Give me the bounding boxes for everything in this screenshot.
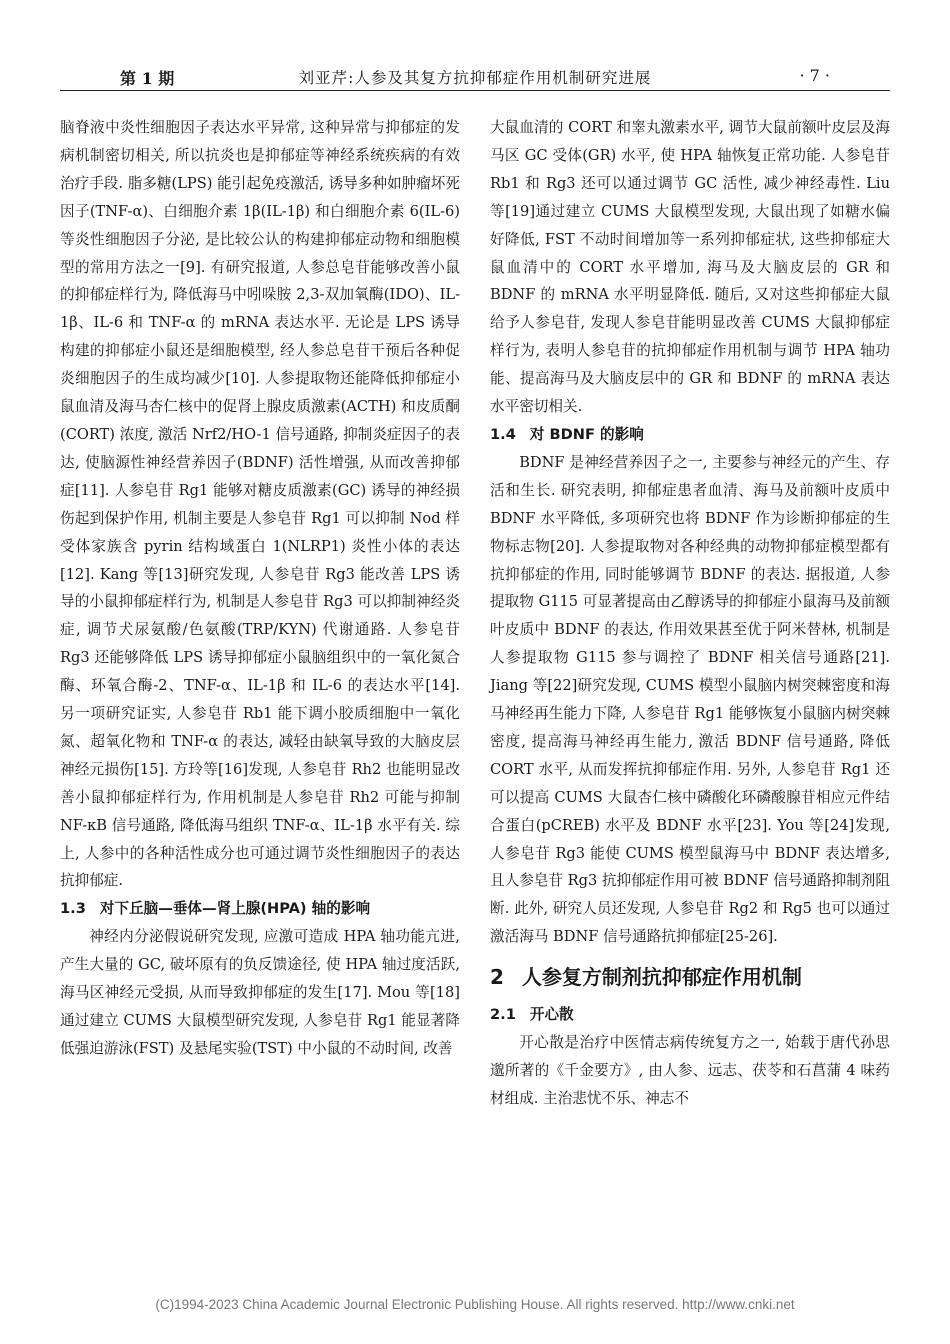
section-title: 开心散 [529,1006,574,1024]
paragraph: 大鼠血清的 CORT 和睾丸激素水平, 调节大鼠前额叶皮层及海马区 GC 受体(GR) 水平, 使 HPA 轴恢复正常功能. 人参皂苷 Rb1 和 Rg3 还可以通过调节 GC 活性, 减少神经毒性. Liu 等[19]通过建立 CUMS 大鼠模型发现, 大鼠出现了如糖水偏好降低, FST 不动时间增加等一系列抑郁症状, 这些抑郁症大鼠血清中的 CORT 水平增加, 海马及大脑皮层的 GR 和 BDNF 的 mRNA 水平明显降低. 随后, 又对这些抑郁症大鼠给予人参皂苷, 发现人参皂苷能明显改善 CUMS 大鼠抑郁症样行为, 表明人参皂苷的抗抑郁症作用机制与调节 HPA 轴功能、提高海马及大脑皮层中的 GR 和 BDNF 的 mRNA 表达水平密切相关. [490,119,890,416]
section-heading-2 [490,961,890,993]
section-heading-1-3 [60,895,460,923]
section-title: 对下丘脑—垂体—肾上腺(HPA) 轴的影响 [99,900,371,918]
paragraph: 神经内分泌假说研究发现, 应激可造成 HPA 轴功能亢进, 产生大量的 GC, 破坏原有的负反馈途径, 使 HPA 轴过度活跃, 海马区神经元受损, 从而导致抑郁症的发生[17]. Mou 等[18]通过建立 CUMS 大鼠模型研究发现, 人参皂苷 Rg1 能显著降低强迫游泳(FST) 及悬尾实验(TST) 中小鼠的不动时间, 改善 [60,928,460,1057]
section-heading-1-4 [490,421,890,449]
section-number: 1.4 [490,425,516,443]
section-title: 对 BDNF 的影响 [529,425,644,443]
issue-number: 第 1 期 [120,69,175,88]
paragraph: 开心散是治疗中医情志病传统复方之一, 始载于唐代孙思邈所著的《千金要方》, 由人参、远志、茯苓和石菖蒲 4 味药材组成. 主治悲忧不乐、神志不 [490,1034,890,1107]
section-number: 2 [490,965,504,990]
paragraph: 脑脊液中炎性细胞因子表达水平异常, 这种异常与抑郁症的发病机制密切相关, 所以抗炎也是抑郁症等神经系统疾病的有效治疗手段. 脂多糖(LPS) 能引起免疫激活, 诱导多种如肿瘤坏死因子(TNF-α)、白细胞介素 1β(IL-1β) 和白细胞介素 6(IL-6) 等炎性细胞因子分泌, 是比较公认的构建抑郁症动物和细胞模型的常用方法之一[9]. 有研究报道, 人参总皂苷能够改善小鼠的抑郁症样行为, 降低海马中吲哚胺 2,3-双加氧酶(IDO)、IL-1β、IL-6 和 TNF-α 的 mRNA 表达水平. 无论是 LPS 诱导构建的抑郁症小鼠还是细胞模型, 经人参总皂苷干预后各种促炎细胞因子的生成均减少[10]. 人参提取物还能降低抑郁症小鼠血清及海马杏仁核中的促肾上腺皮质激素(ACTH) 和皮质酮(CORT) 浓度, 激活 Nrf2/HO-1 信号通路, 抑制炎症因子的表达, 使脑源性神经营养因子(BDNF) 活性增强, 从而改善抑郁症[11]. 人参皂苷 Rg1 能够对糖皮质激素(GC) 诱导的神经损伤起到保护作用, 机制主要是人参皂苷 Rg1 可以抑制 Nod 样受体家族含 pyrin 结构域蛋白 1(NLRP1) 炎性小体的表达[12]. Kang 等[13]研究发现, 人参皂苷 Rg3 能改善 LPS 诱导的小鼠抑郁症样行为, 机制是人参皂苷 Rg3 可以抑制神经炎症, 调节犬尿氨酸/色氨酸(TRP/KYN) 代谢通路. 人参皂苷 Rg3 还能够降低 LPS 诱导抑郁症小鼠脑组织中的一氧化氮合酶、环氧合酶-2、TNF-α、IL-1β 和 IL-6 的表达水平[14]. 另一项研究证实, 人参皂苷 Rb1 能下调小胶质细胞中一氧化氮、超氧化物和 TNF-α 的表达, 减轻由缺氧导致的大脑皮层神经元损伤[15]. 方玲等[16]发现, 人参皂苷 Rh2 也能明显改善小鼠抑郁症样行为, 作用机制是人参皂苷 Rh2 可能与抑制 NF-κB 信号通路, 降低海马组织 TNF-α、IL-1β 水平有关. 综上, 人参中的各种活性成分也可通过调节炎性细胞因子的表达抗抑郁症. [60,119,460,890]
section-heading-2-1 [490,1001,890,1029]
paragraph: BDNF 是神经营养因子之一, 主要参与神经元的产生、存活和生长. 研究表明, 抑郁症患者血清、海马及前额叶皮质中 BDNF 水平降低, 多项研究也将 BDNF 作为诊断抑郁症的生物标志物[20]. 人参提取物对各种经典的动物抑郁症模型都有抗抑郁症的作用, 同时能够调节 BDNF 的表达. 据报道, 人参提取物 G115 可显著提高由乙醇诱导的抑郁症小鼠海马及前额叶皮质中 BDNF 的表达, 作用效果甚至优于阿米替林, 机制是人参提取物 G115 参与调控了 BDNF 相关信号通路[21]. Jiang 等[22]研究发现, CUMS 模型小鼠脑内树突棘密度和海马神经再生能力下降, 人参皂苷 Rg1 能够恢复小鼠脑内树突棘密度, 提高海马神经再生能力, 激活 BDNF 信号通路, 降低 CORT 水平, 从而发挥抗抑郁症作用. 另外, 人参皂苷 Rg1 还可以提高 CUMS 大鼠杏仁核中磷酸化环磷酸腺苷相应元件结合蛋白(pCREB) 水平及 BDNF 水平[23]. You 等[24]发现, 人参皂苷 Rg3 能使 CUMS 模型鼠海马中 BDNF 表达增多, 且人参皂苷 Rg3 抗抑郁症作用可被 BDNF 信号通路抑制剂阻断. 此外, 研究人员还发现, 人参皂苷 Rg2 和 Rg5 也可以通过激活海马 BDNF 信号通路抗抑郁症[25-26]. [490,453,890,946]
page-number: · 7 · [799,66,830,85]
left-column [60,114,460,1063]
running-title: 刘亚芹:人参及其复方抗抑郁症作用机制研究进展 [298,69,652,87]
section-number: 2.1 [490,1006,516,1024]
section-number: 1.3 [60,900,86,918]
running-header [60,62,890,91]
right-column [490,114,890,1113]
copyright-footer: (C)1994-2023 China Academic Journal Electronic Publishing House. All rights reserved. http://www.cnki.net [155,1297,795,1312]
section-title: 人参复方制剂抗抑郁症作用机制 [521,965,802,990]
